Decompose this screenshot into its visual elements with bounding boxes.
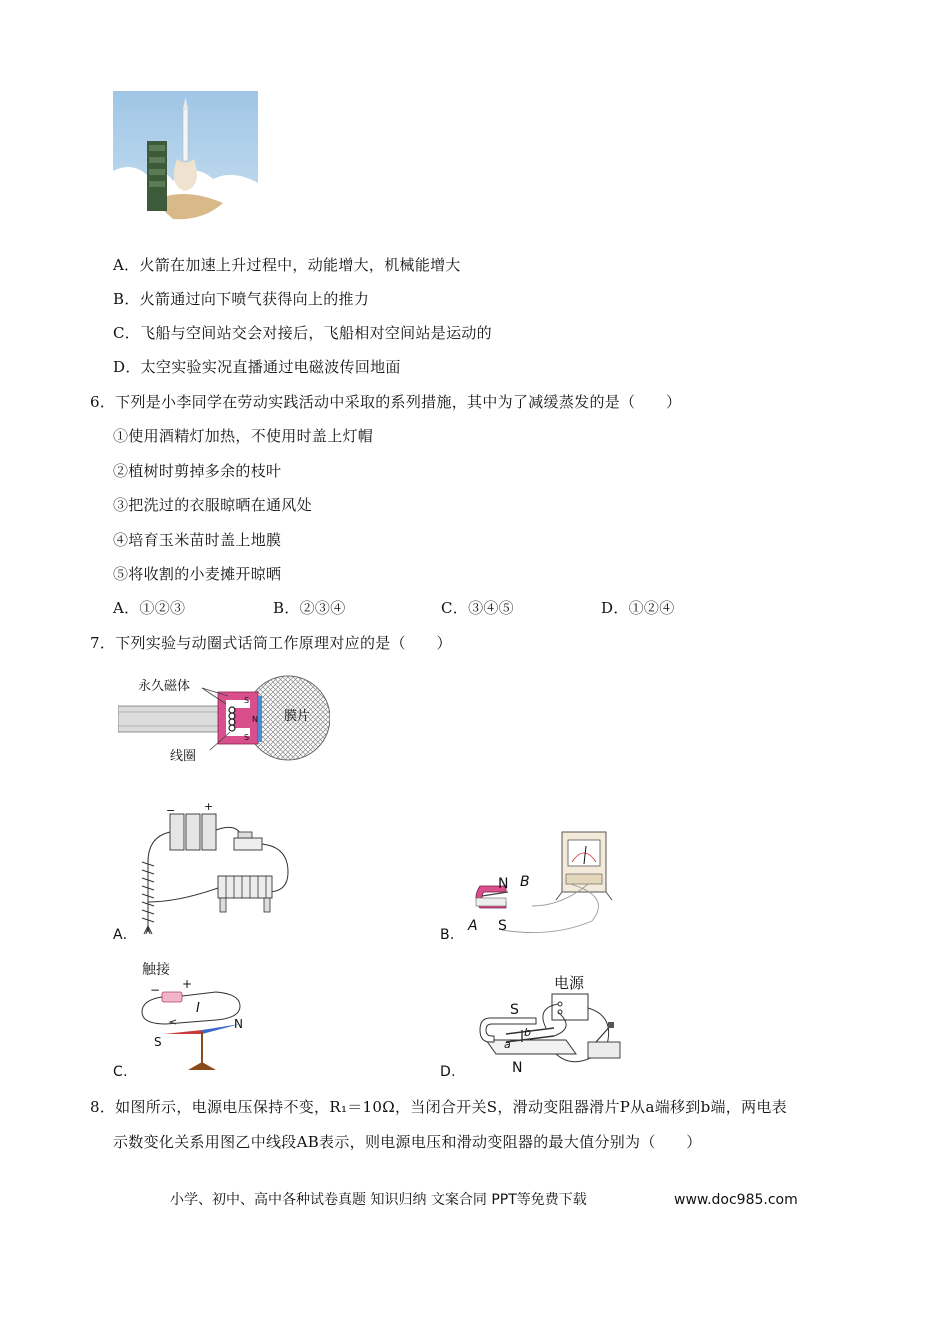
fig-d-n: N <box>512 1060 523 1076</box>
fig-d-power: 电源 <box>554 974 585 992</box>
fig-b-n: N <box>498 876 509 892</box>
mic-s-top-label: S <box>244 696 250 705</box>
fig-d-label: D. <box>440 1064 456 1080</box>
mic-s-bottom-label: S <box>244 733 250 742</box>
fig-c-touch: 触接 <box>142 962 170 978</box>
moving-coil-microphone-diagram <box>118 672 330 770</box>
fig-a-label: A. <box>113 927 128 943</box>
fig-b-b: B <box>520 874 530 890</box>
fig-c-s: S <box>154 1035 162 1049</box>
fig-b-s: S <box>498 918 507 934</box>
fig-a-minus: − <box>166 804 176 817</box>
q6-item-2: ②植树时剪掉多余的枝叶 <box>113 462 282 480</box>
fig-b-a: A <box>468 918 478 934</box>
fig-d-a: a <box>504 1038 511 1051</box>
q6-item-1: ①使用酒精灯加热，不使用时盖上灯帽 <box>113 427 374 445</box>
mic-magnet-label: 永久磁体 <box>138 679 191 694</box>
footer-url[interactable]: www.doc985.com <box>674 1192 798 1208</box>
q5-option-a: A．火箭在加速上升过程中，动能增大，机械能增大 <box>113 256 461 274</box>
fig-d-b: b <box>524 1026 531 1039</box>
q6-stem: 6．下列是小李同学在劳动实践活动中采取的系列措施，其中为了减缓蒸发的是（ ） <box>90 393 682 411</box>
q6-item-4: ④培育玉米苗时盖上地膜 <box>113 531 282 549</box>
q8-stem-line-1: 8．如图所示，电源电压保持不变，R₁＝10Ω，当闭合开关S，滑动变阻器滑片P从a端移到b端，两电表 <box>90 1098 787 1116</box>
fig-c-n: N <box>234 1017 243 1031</box>
fig-c-oersted-experiment <box>136 958 276 1076</box>
q6-option-c: C．③④⑤ <box>441 599 514 617</box>
fig-c-minus: − <box>150 983 161 997</box>
q6-option-a: A．①②③ <box>113 599 186 617</box>
fig-b-galvanometer-magnet <box>462 826 622 941</box>
q5-option-b: B．火箭通过向下喷气获得向上的推力 <box>113 290 370 308</box>
q5-option-d: D．太空实验实况直播通过电磁波传回地面 <box>113 358 401 376</box>
fig-b-label: B. <box>440 927 455 943</box>
q6-option-b: B．②③④ <box>273 599 346 617</box>
q5-option-c: C．飞船与空间站交会对接后，飞船相对空间站是运动的 <box>113 324 492 342</box>
rocket-launch-photo <box>113 91 258 230</box>
q8-stem-line-2: 示数变化关系用图乙中线段AB表示，则电源电压和滑动变阻器的最大值分别为（ ） <box>113 1133 702 1151</box>
fig-d-s: S <box>510 1002 519 1018</box>
q7-stem: 7．下列实验与动圈式话筒工作原理对应的是（ ） <box>90 634 452 652</box>
fig-c-plus: + <box>182 977 193 991</box>
fig-c-label: C. <box>113 1064 128 1080</box>
fig-c-current: I <box>196 1001 200 1016</box>
q6-item-3: ③把洗过的衣服晾晒在通风处 <box>113 496 312 514</box>
footer-text: 小学、初中、高中各种试卷真题 知识归纳 文案合同 PPT等免费下载 <box>170 1192 587 1208</box>
mic-n-label: N <box>252 715 258 724</box>
fig-a-electromagnet-circuit <box>138 802 298 942</box>
mic-diaphragm-label: 膜片 <box>284 709 311 724</box>
fig-d-current-in-magnetic-field <box>466 968 636 1078</box>
fig-a-plus: + <box>204 802 214 813</box>
mic-coil-label: 线圈 <box>170 749 197 764</box>
q6-item-5: ⑤将收割的小麦摊开晾晒 <box>113 565 282 583</box>
q6-option-d: D．①②④ <box>601 599 675 617</box>
